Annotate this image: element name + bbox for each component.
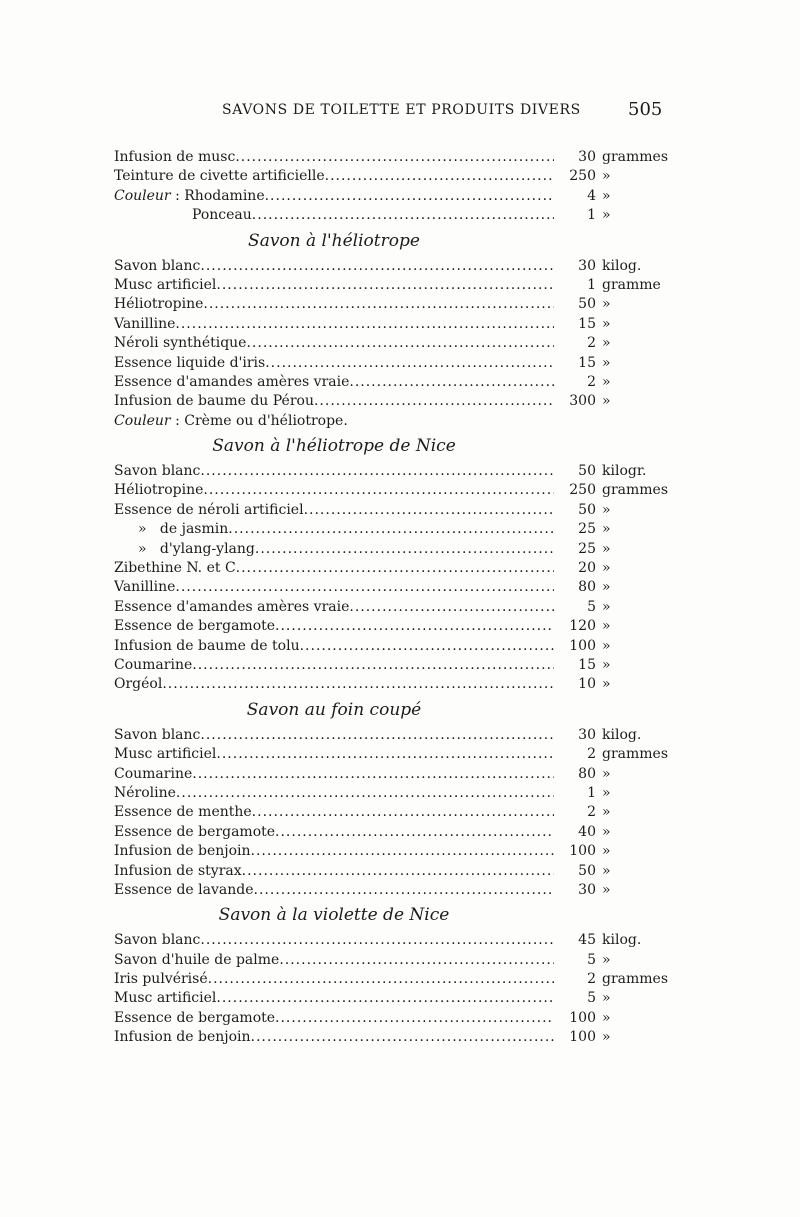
ingredient-row [114, 862, 674, 881]
ingredient-name-cell [114, 726, 554, 745]
ingredient-name: Infusion de baume du Pérou [114, 393, 314, 410]
dot-leader [314, 392, 554, 411]
dot-leader [162, 675, 554, 694]
ingredient-name: Néroline [114, 784, 176, 801]
ingredient-name: : Rhodamine [170, 187, 265, 204]
ingredient-unit: grammes [602, 746, 669, 763]
page-number: 505 [628, 99, 663, 120]
ingredient-quantity: 1 [587, 276, 596, 293]
ingredient-unit: » [602, 862, 611, 879]
ingredient-quantity: 2 [587, 804, 596, 821]
ingredient-name: Essence de néroli artificiel [114, 501, 304, 518]
ingredient-quantity: 50 [578, 463, 596, 480]
ingredient-name-cell [114, 765, 554, 784]
ingredient-unit: » [602, 676, 611, 693]
ingredient-row [114, 1009, 674, 1028]
section-title: Savon au foin coupé [246, 699, 422, 720]
ingredient-unit: » [602, 373, 611, 390]
ingredient-quantity: 2 [587, 373, 596, 390]
ingredient-unit: » [602, 1009, 611, 1026]
ingredient-unit: kilog. [602, 932, 642, 949]
ingredient-name: Héliotropine [114, 482, 204, 499]
ingredient-unit: » [602, 354, 611, 371]
ingredient-row [114, 951, 674, 970]
ingredient-unit: kilog. [602, 726, 642, 743]
dot-leader [252, 206, 554, 225]
ingredient-row [114, 970, 674, 989]
ingredient-name-cell [114, 334, 554, 353]
section-title: Savon à l'héliotrope de Nice [212, 436, 456, 457]
ingredient-quantity: 4 [587, 187, 596, 204]
ingredient-quantity: 1 [587, 207, 596, 224]
dot-leader [255, 540, 554, 559]
ingredient-row [114, 257, 674, 276]
color-label: Couleur [114, 187, 171, 204]
page-header [0, 99, 800, 124]
ingredient-name-cell [114, 989, 554, 1008]
ingredient-quantity: 50 [578, 862, 596, 879]
ingredient-name: Essence de lavande [114, 881, 254, 898]
ingredient-name: Zibethine N. et C [114, 560, 236, 577]
ingredient-name-cell [114, 862, 554, 881]
ingredient-name-cell [114, 148, 554, 167]
dot-leader [275, 823, 554, 842]
ingredient-quantity: 40 [578, 823, 596, 840]
ingredient-quantity: 100 [569, 1029, 596, 1046]
dot-leader [252, 803, 554, 822]
ingredient-unit: » [602, 784, 611, 801]
ingredient-name: Musc artificiel [114, 276, 217, 293]
dot-leader [200, 726, 554, 745]
ingredient-unit: » [602, 579, 611, 596]
ingredient-quantity: 15 [578, 656, 596, 673]
ingredient-unit: » [602, 207, 611, 224]
ingredient-quantity: 15 [578, 315, 596, 332]
ingredient-row [114, 578, 674, 597]
ingredient-unit: grammes [602, 971, 669, 988]
ingredient-name-cell [114, 167, 554, 186]
dot-leader [208, 970, 554, 989]
ingredient-name-cell [114, 784, 554, 803]
ingredient-quantity: 50 [578, 296, 596, 313]
ingredient-quantity: 5 [587, 990, 596, 1007]
ingredient-name-cell [114, 675, 554, 694]
recipe-list [114, 148, 674, 1048]
ingredient-row [114, 931, 674, 950]
ingredient-unit: gramme [602, 276, 661, 293]
ingredient-quantity: 10 [578, 676, 596, 693]
ingredient-row [114, 167, 674, 186]
ingredient-quantity: 30 [578, 257, 596, 274]
ingredient-name: Musc artificiel [114, 990, 217, 1007]
ingredient-name-cell [114, 578, 554, 597]
ingredient-quantity: 15 [578, 354, 596, 371]
ingredient-name: Essence d'amandes amères vraie [114, 373, 350, 390]
dot-leader [192, 765, 554, 784]
dot-leader [200, 257, 554, 276]
ingredient-row [114, 501, 674, 520]
ingredient-name: Coumarine [114, 765, 193, 782]
ingredient-unit: » [602, 540, 611, 557]
ingredient-quantity: 2 [587, 335, 596, 352]
ingredient-name-cell [114, 881, 554, 900]
ingredient-name: Musc artificiel [114, 746, 217, 763]
ingredient-quantity: 100 [569, 637, 596, 654]
dot-leader [265, 187, 554, 206]
ingredient-row [114, 520, 674, 539]
ingredient-name-cell [114, 823, 554, 842]
ingredient-name: Essence de bergamote [114, 618, 276, 635]
ingredient-quantity: 80 [578, 579, 596, 596]
dot-leader [200, 462, 554, 481]
dot-leader [349, 373, 554, 392]
ingredient-unit: » [602, 990, 611, 1007]
ingredient-name-cell [114, 462, 554, 481]
ingredient-name: Essence de bergamote [114, 823, 276, 840]
ingredient-name: Infusion de baume de tolu [114, 637, 300, 654]
dot-leader [216, 989, 554, 1008]
section-title: Savon à l'héliotrope [248, 230, 420, 251]
ingredient-quantity: 30 [578, 726, 596, 743]
ingredient-unit: » [602, 560, 611, 577]
ingredient-unit: kilogr. [602, 463, 647, 480]
ingredient-name-cell [114, 1028, 554, 1047]
dot-leader [279, 951, 554, 970]
ingredient-name: Infusion de musc [114, 149, 236, 165]
ingredient-name: Héliotropine [114, 296, 204, 313]
ingredient-name-cell [114, 315, 554, 334]
ingredient-name: » d'ylang-ylang [138, 540, 255, 557]
ingredient-unit: » [602, 637, 611, 654]
ingredient-row [114, 295, 674, 314]
ingredient-quantity: 100 [569, 1009, 596, 1026]
ingredient-row [114, 989, 674, 1008]
ingredient-quantity: 2 [587, 746, 596, 763]
ingredient-name-cell [114, 745, 554, 764]
dot-leader [275, 1009, 554, 1028]
ingredient-name: Savon blanc [114, 463, 201, 480]
ingredient-row [114, 823, 674, 842]
ingredient-quantity: 250 [569, 168, 596, 185]
ingredient-name-cell [114, 842, 554, 861]
ingredient-unit: » [602, 296, 611, 313]
ingredient-name-cell [114, 373, 554, 392]
ingredient-name: Essence de bergamote [114, 1009, 276, 1026]
ingredient-quantity: 250 [569, 482, 596, 499]
ingredient-name: Savon blanc [114, 257, 201, 274]
ingredient-row [114, 617, 674, 636]
dot-leader [176, 784, 554, 803]
ingredient-row [114, 803, 674, 822]
ingredient-name: Infusion de benjoin [114, 1029, 251, 1046]
ingredient-row [114, 656, 674, 675]
ingredient-unit: » [602, 823, 611, 840]
ingredient-name-cell [114, 257, 554, 276]
ingredient-unit: » [602, 618, 611, 635]
ingredient-quantity: 80 [578, 765, 596, 782]
ingredient-unit: grammes [602, 482, 669, 499]
ingredient-name-cell [114, 931, 554, 950]
dot-leader [175, 578, 554, 597]
ingredient-name: Savon blanc [114, 932, 201, 949]
ingredient-name-cell [114, 276, 554, 295]
ingredient-unit: » [602, 315, 611, 332]
ingredient-quantity: 120 [569, 618, 596, 635]
ingredient-name-cell [114, 501, 554, 520]
dot-leader [254, 881, 554, 900]
ingredient-name: Néroli synthétique [114, 335, 247, 352]
ingredient-unit: » [602, 501, 611, 518]
ingredient-unit: » [602, 804, 611, 821]
dot-leader [203, 481, 554, 500]
ingredient-name: Teinture de civette artificielle [114, 168, 325, 185]
dot-leader [349, 598, 554, 617]
ingredient-unit: » [602, 335, 611, 352]
ingredient-row [114, 765, 674, 784]
ingredient-unit: » [602, 951, 611, 968]
ingredient-name: » de jasmin [138, 521, 229, 538]
dot-leader [216, 745, 554, 764]
ingredient-name-cell [114, 803, 554, 822]
dot-leader [216, 276, 554, 295]
ingredient-quantity: 2 [587, 971, 596, 988]
ingredient-name: Essence de menthe [114, 804, 252, 821]
ingredient-name: Ponceau [192, 207, 252, 224]
ingredient-row [114, 784, 674, 803]
ingredient-name-cell [114, 481, 554, 500]
dot-leader [325, 167, 554, 186]
ingredient-name-cell [114, 354, 554, 373]
ingredient-row [114, 881, 674, 900]
ingredient-row [114, 726, 674, 745]
ingredient-name-cell [114, 295, 554, 314]
dot-leader [203, 295, 554, 314]
dot-leader [242, 862, 554, 881]
ingredient-unit: » [602, 521, 611, 538]
ingredient-row [114, 392, 674, 411]
ingredient-row [114, 276, 674, 295]
ingredient-row [114, 354, 674, 373]
ingredient-name: Vanilline [114, 315, 176, 332]
ingredient-row [114, 842, 674, 861]
ingredient-name-cell [114, 187, 554, 206]
ingredient-unit: » [602, 168, 611, 185]
note-label: Couleur [114, 412, 171, 429]
ingredient-unit: kilog. [602, 257, 642, 274]
ingredient-row [114, 148, 674, 167]
ingredient-row [114, 462, 674, 481]
ingredient-name-cell [114, 559, 554, 578]
ingredient-name: Essence d'amandes amères vraie [114, 598, 350, 615]
ingredient-name-cell [114, 970, 554, 989]
ingredient-name: Essence liquide d'iris [114, 354, 266, 371]
running-title: SAVONS DE TOILETTE ET PRODUITS DIVERS [222, 102, 581, 118]
dot-leader [175, 315, 554, 334]
ingredient-name-cell [114, 392, 554, 411]
ingredient-quantity: 50 [578, 501, 596, 518]
ingredient-row [114, 540, 674, 559]
ingredient-row [114, 745, 674, 764]
ingredient-quantity: 25 [578, 540, 596, 557]
ingredient-name-cell [114, 598, 554, 617]
ingredient-row [114, 637, 674, 656]
ingredient-row [114, 206, 674, 225]
ingredient-quantity: 1 [587, 784, 596, 801]
ingredient-row [114, 187, 674, 206]
note-text: : Crème ou d'héliotrope. [170, 412, 348, 429]
ingredient-quantity: 30 [578, 149, 596, 165]
ingredient-quantity: 45 [578, 932, 596, 949]
dot-leader [192, 656, 554, 675]
ingredient-row [114, 481, 674, 500]
ingredient-unit: grammes [602, 149, 669, 165]
ingredient-unit: » [602, 1029, 611, 1046]
ingredient-row [114, 675, 674, 694]
dot-leader [200, 931, 554, 950]
dot-leader [275, 617, 554, 636]
dot-leader [251, 1028, 554, 1047]
ingredient-unit: » [602, 656, 611, 673]
color-note [114, 412, 674, 431]
ingredient-unit: » [602, 598, 611, 615]
dot-leader [251, 842, 554, 861]
ingredient-name-cell [114, 520, 554, 539]
ingredient-name-cell [114, 617, 554, 636]
dot-leader [235, 148, 554, 167]
ingredient-quantity: 5 [587, 951, 596, 968]
ingredient-quantity: 100 [569, 843, 596, 860]
ingredient-name-cell [114, 951, 554, 970]
ingredient-row [114, 315, 674, 334]
ingredient-name-cell [114, 637, 554, 656]
ingredient-name: Vanilline [114, 579, 176, 596]
ingredient-name-cell [114, 1009, 554, 1028]
ingredient-name: Savon d'huile de palme [114, 951, 280, 968]
ingredient-name: Savon blanc [114, 726, 201, 743]
ingredient-unit: » [602, 881, 611, 898]
ingredient-row [114, 373, 674, 392]
ingredient-row [114, 598, 674, 617]
ingredient-row [114, 1028, 674, 1047]
ingredient-name: Infusion de benjoin [114, 843, 251, 860]
section-title: Savon à la violette de Nice [218, 905, 450, 926]
ingredient-unit: » [602, 393, 611, 410]
ingredient-name-cell [114, 206, 554, 225]
dot-leader [300, 637, 554, 656]
ingredient-row [114, 559, 674, 578]
ingredient-row [114, 334, 674, 353]
ingredient-unit: » [602, 765, 611, 782]
ingredient-name: Iris pulvérisé [114, 971, 208, 988]
dot-leader [265, 354, 554, 373]
ingredient-quantity: 25 [578, 521, 596, 538]
ingredient-quantity: 20 [578, 560, 596, 577]
ingredient-quantity: 300 [569, 393, 596, 410]
ingredient-quantity: 5 [587, 598, 596, 615]
dot-leader [228, 520, 554, 539]
dot-leader [246, 334, 554, 353]
dot-leader [236, 559, 554, 578]
ingredient-quantity: 30 [578, 881, 596, 898]
ingredient-name-cell [114, 656, 554, 675]
ingredient-name-cell [114, 540, 554, 559]
ingredient-name: Infusion de styrax [114, 862, 242, 879]
ingredient-unit: » [602, 187, 611, 204]
ingredient-name: Coumarine [114, 656, 193, 673]
dot-leader [304, 501, 554, 520]
ingredient-name: Orgéol [114, 676, 163, 693]
ingredient-unit: » [602, 843, 611, 860]
